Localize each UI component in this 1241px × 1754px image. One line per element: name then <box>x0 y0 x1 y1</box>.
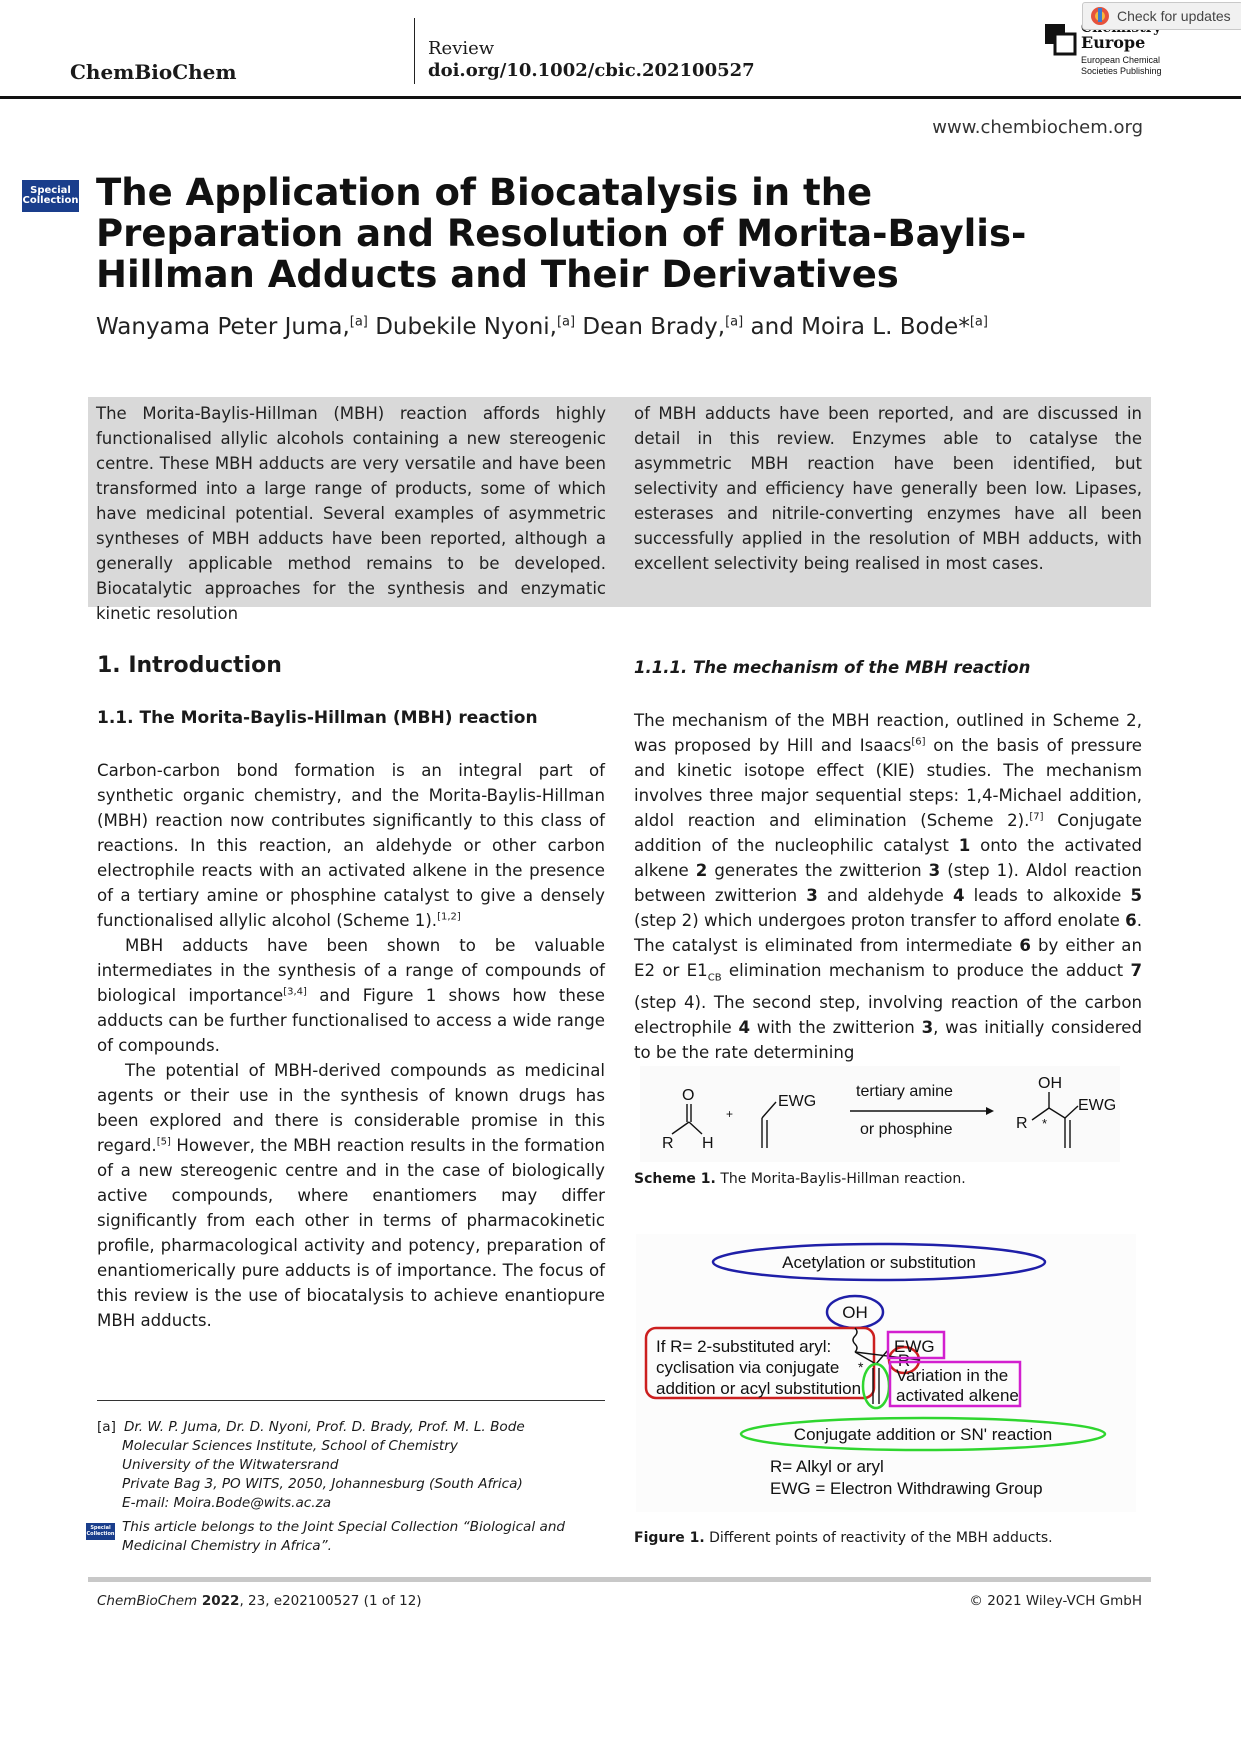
stereocentre-star: * <box>858 1359 864 1375</box>
header-divider <box>414 18 415 84</box>
doi-link[interactable]: doi.org/10.1002/cbic.202100527 <box>428 60 755 81</box>
author-affiliation-mark: [a] <box>349 314 368 330</box>
subsection-heading-mechanism: 1.1.1. The mechanism of the MBH reaction <box>634 658 1031 677</box>
scheme-1-diagram <box>640 1066 1120 1162</box>
footer-citation: ChemBioChem 2022, 23, e202100527 (1 of 12) <box>97 1593 422 1609</box>
arrow-condition-top: tertiary amine <box>856 1083 953 1100</box>
ewg-label: EWG <box>894 1337 935 1356</box>
paragraph: The mechanism of the MBH reaction, outlined in Scheme 2, was proposed by Hill and Isaacs[6] on the basis of pressure and kinetic isotope effect (KIE) studies. The mechanism involves three major sequential steps: 1,4-Michael addition, aldol reaction and elimination (Scheme 2).[7] Conjugate addition of the nucleophilic catalyst 1 onto the activated alkene 2 generates the zwitterion 3 (step 1). Aldol reaction between zwitterion 3 and aldehyde 4 leads to alkoxide 5 (step 2) which undergoes proton transfer to afford enolate 6. The catalyst is eliminated from intermediate 6 by either an E2 or $E1_{CB}$ elimination mechanism to produce the adduct 7 (step 4). The second step, involving reaction of the carbon electrophile 4 with the zwitterion 3, was initially considered to be the rate determining <box>634 711 1143 1063</box>
stereocentre-star: * <box>1042 1116 1048 1131</box>
arrow-condition-bottom: or phosphine <box>860 1121 953 1138</box>
publisher-line-4: Societies Publishing <box>1081 66 1162 76</box>
author-affiliation-mark: [a] <box>725 314 744 330</box>
scheme-1-caption: Scheme 1. The Morita-Baylis-Hillman reaction. <box>634 1171 966 1187</box>
subsection-heading-mbh: 1.1. The Morita-Baylis-Hillman (MBH) reaction <box>97 708 538 728</box>
product-ewg: EWG <box>1078 1097 1117 1114</box>
aldehyde-hydrogen: H <box>702 1135 714 1152</box>
legend-r: R= Alkyl or aryl <box>770 1457 884 1476</box>
variation-line-1: Variation in the <box>896 1366 1009 1385</box>
abstract-left-column: The Morita-Baylis-Hillman (MBH) reaction affords highly functionalised allylic alcohols containing a new stereogenic centre. These MBH adducts are very versatile and have been transformed into a large range of products, some of which have medicinal potential. Several examples of asymmetric syntheses of MBH adducts have been reported, although a generally applicable method remains to be developed. Biocatalytic approaches for the synthesis and enzymatic kinetic resolution <box>96 404 606 623</box>
paragraph: Carbon-carbon bond formation is an integral part of synthetic organic chemistry, and the Morita-Baylis-Hillman (MBH) reaction now contributes significantly to this class of reactions. In this reaction, an aldehyde or other carbon electrophile reacts with an activated alkene in the presence of a tertiary amine or phosphine catalyst to give a densely functionalised allylic alcohol (Scheme 1).[1,2] <box>97 761 605 930</box>
collection-note: This article belongs to the Joint Special Collection “Biological and Medicinal Chemistry in Africa”. <box>122 1519 566 1554</box>
special-collection-badge <box>22 180 79 212</box>
citation[interactable]: [1,2] <box>437 911 461 923</box>
crossmark-icon <box>1089 5 1111 27</box>
affiliation-footnote <box>97 1418 605 1513</box>
badge-line-1: Special <box>30 184 71 196</box>
legend-ewg: EWG = Electron Withdrawing Group <box>770 1479 1043 1498</box>
affiliation-line: Private Bag 3, PO WITS, 2050, Johannesburg (South Africa) <box>122 1476 523 1492</box>
author-name: Dean Brady, <box>582 314 726 340</box>
product-oh: OH <box>1038 1075 1062 1092</box>
affiliation-marker: [a] <box>97 1419 116 1435</box>
author-name: Wanyama Peter Juma, <box>96 314 350 340</box>
citation[interactable]: [5] <box>156 1136 171 1148</box>
paragraph: The potential of MBH-derived compounds as medicinal agents or their use in the synthesis of known drugs has been explored and there is considerable promise in this regard.[5] However, the MBH reaction results in the formation of a new stereogenic centre and in the case of biologically active compounds, where enantiomers may differ significantly from each other in terms of pharmacokinetic profile, pharmacological activity and potency, preparation of enantiomerically pure adducts is of importance. The focus of this review is the use of biocatalysis to achieve enantiopure MBH adducts. <box>97 1061 605 1330</box>
author-list <box>96 314 988 340</box>
introduction-text <box>97 758 605 1333</box>
product-r-group: R <box>1016 1115 1028 1132</box>
footer-copyright: © 2021 Wiley-VCH GmbH <box>969 1593 1142 1609</box>
alkene-ewg: EWG <box>778 1093 817 1110</box>
affiliation-email[interactable]: E-mail: Moira.Bode@wits.ac.za <box>122 1495 332 1511</box>
section-heading-introduction: 1. Introduction <box>97 653 282 678</box>
journal-name: ChemBioChem <box>70 60 237 84</box>
acetylation-label: Acetylation or substitution <box>782 1253 976 1272</box>
conjugate-label: Conjugate addition or SN' reaction <box>793 1425 1053 1444</box>
special-collection-badge-small: Special Collection <box>86 1523 115 1540</box>
r-label: R <box>897 1351 911 1370</box>
site-url[interactable]: www.chembiochem.org <box>932 117 1143 138</box>
check-updates-label: Check for updates <box>1117 8 1231 24</box>
r-box-line-1: If R= 2-substituted aryl: <box>656 1337 832 1356</box>
oh-label: OH <box>842 1303 868 1322</box>
badge-line-2: Collection <box>22 195 79 206</box>
aldehyde-r-group: R <box>662 1135 674 1152</box>
plus-sign: + <box>726 1107 734 1121</box>
paragraph: MBH adducts have been shown to be valuable intermediates in the synthesis of a range of compounds of biological importance[3,4] and Figure 1 shows how these adducts can be further functionalised to access a wide range of compounds. <box>97 936 606 1055</box>
author-name: Dubekile Nyoni, <box>375 314 557 340</box>
r-box-line-2: cyclisation via conjugate <box>656 1358 840 1377</box>
header-rule <box>0 96 1241 99</box>
affiliation-line: University of the Witwatersrand <box>122 1457 339 1473</box>
abstract-right-column: of MBH adducts have been reported, and are discussed in detail in this review. Enzymes able to catalyse the asymmetric MBH reaction have been identified, but selectivity and efficiency have generally been low. Lipases, esterases and nitrile-converting enzymes have all been successfully applied in the resolution of MBH adducts, with excellent selectivity being realised in most cases. <box>634 404 1142 573</box>
check-updates-button[interactable] <box>1082 2 1241 30</box>
footnote-divider <box>97 1400 605 1401</box>
affiliation-line: Dr. W. P. Juma, Dr. D. Nyoni, Prof. D. Brady, Prof. M. L. Bode <box>123 1419 525 1435</box>
figure-1-caption: Figure 1. Different points of reactivity of the MBH adducts. <box>634 1530 1053 1546</box>
footer-rule <box>88 1577 1151 1582</box>
article-title: The Application of Biocatalysis in the Preparation and Resolution of Morita-Baylis-Hillman Adducts and Their Derivatives <box>96 171 1027 296</box>
publisher-line-3: European Chemical <box>1081 55 1161 65</box>
citation[interactable]: [6] <box>911 736 926 748</box>
figure-1-diagram <box>636 1234 1136 1512</box>
author-affiliation-mark: [a] <box>969 314 988 330</box>
variation-line-2: activated alkene <box>896 1386 1019 1405</box>
logo-square-outline-icon <box>1055 34 1075 54</box>
affiliation-line: Molecular Sciences Institute, School of Chemistry <box>122 1438 458 1454</box>
article-type: Review <box>428 38 495 59</box>
mechanism-text <box>634 708 1142 1065</box>
citation[interactable]: [7] <box>1029 811 1044 823</box>
author-affiliation-mark: [a] <box>556 314 576 330</box>
author-name: and Moira L. Bode* <box>750 314 970 340</box>
publisher-line-2: Europe <box>1081 33 1146 52</box>
aldehyde-oxygen: O <box>682 1087 695 1104</box>
r-box-line-3: addition or acyl substitution <box>656 1379 862 1398</box>
citation[interactable]: [3,4] <box>283 986 307 998</box>
